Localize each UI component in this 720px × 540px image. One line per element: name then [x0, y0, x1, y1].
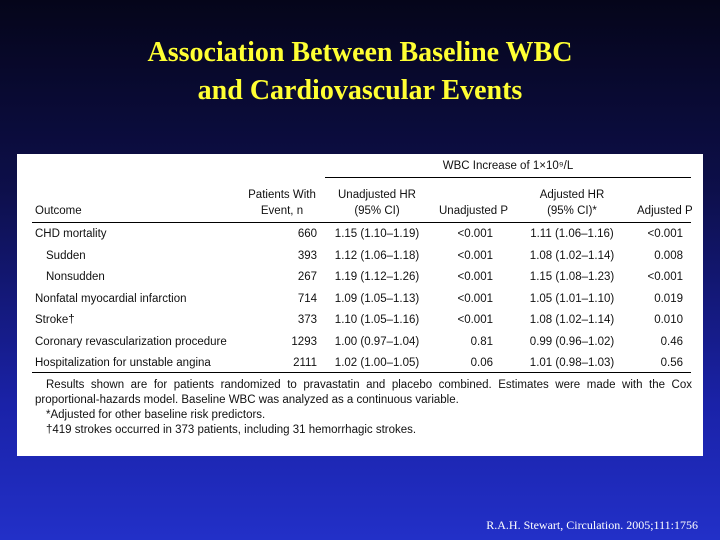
cell-unadjusted-p: <0.001	[457, 314, 493, 326]
cell-patients: 714	[297, 292, 317, 305]
slide-title	[0, 34, 720, 110]
footnote-adjusted: *Adjusted for other baseline risk predictors.	[46, 409, 266, 421]
col-header-adj-p: Adjusted P	[637, 205, 693, 217]
cell-adjusted-hr: 0.99 (0.96–1.02)	[529, 335, 615, 348]
cell-unadjusted-hr: 1.19 (1.12–1.26)	[334, 271, 420, 283]
cell-adjusted-p: 0.56	[660, 357, 683, 369]
cell-outcome: CHD mortality	[35, 228, 107, 240]
citation: R.A.H. Stewart, Circulation. 2005;111:1756	[486, 518, 698, 532]
col-header-adj-hr-1: Adjusted HR	[539, 189, 605, 201]
table-row	[17, 270, 703, 288]
cell-adjusted-hr: 1.08 (1.02–1.14)	[529, 249, 615, 262]
col-header-unadj-hr-1: Unadjusted HR	[338, 189, 416, 201]
col-header-unadj-hr-2: (95% CI)	[354, 205, 400, 217]
col-header-patients-2: Event, n	[260, 205, 304, 217]
cell-unadjusted-p: 0.06	[470, 357, 493, 369]
cell-patients: 2111	[293, 357, 317, 369]
table-row	[17, 292, 703, 310]
cell-unadjusted-hr: 1.00 (0.97–1.04)	[334, 335, 420, 348]
footnote-results: Results shown are for patients randomized to pravastatin and placebo combined. Estimates were made with the Cox	[46, 379, 692, 391]
cell-outcome: Nonsudden	[46, 271, 105, 283]
cell-outcome: Sudden	[46, 249, 86, 262]
cell-unadjusted-hr: 1.12 (1.06–1.18)	[334, 249, 420, 262]
cell-unadjusted-p: <0.001	[457, 228, 493, 240]
cell-adjusted-p: 0.008	[654, 249, 683, 262]
cell-outcome: Stroke†	[35, 314, 75, 326]
col-header-patients-1: Patients With	[248, 189, 316, 201]
cell-patients: 393	[297, 249, 317, 262]
slide-title-line-1: Association Between Baseline WBC	[147, 37, 573, 68]
header-bottom-rule	[32, 222, 691, 223]
cell-adjusted-p: <0.001	[647, 271, 683, 283]
table-panel	[17, 154, 703, 456]
table-row	[17, 313, 703, 331]
cell-patients: 1293	[291, 335, 317, 348]
table-row	[17, 249, 703, 267]
cell-adjusted-p: 0.019	[654, 292, 683, 305]
cell-patients: 373	[297, 314, 317, 326]
table-row	[17, 356, 703, 374]
col-header-outcome: Outcome	[35, 205, 82, 217]
footnote-strokes: †419 strokes occurred in 373 patients, including 31 hemorrhagic strokes.	[46, 424, 417, 436]
table-row	[17, 335, 703, 353]
col-header-adj-hr-2: (95% CI)*	[547, 205, 597, 217]
cell-adjusted-p: 0.46	[660, 335, 683, 348]
cell-adjusted-hr: 1.11 (1.06–1.16)	[530, 228, 614, 240]
cell-adjusted-hr: 1.15 (1.08–1.23)	[529, 271, 615, 283]
cell-adjusted-p: 0.010	[654, 314, 683, 326]
cell-adjusted-p: <0.001	[647, 228, 683, 240]
cell-unadjusted-hr: 1.09 (1.05–1.13)	[334, 292, 420, 305]
cell-adjusted-hr: 1.05 (1.01–1.10)	[529, 292, 615, 305]
cell-adjusted-hr: 1.08 (1.02–1.14)	[529, 314, 615, 326]
footnote-model: proportional-hazards model. Baseline WBC was analyzed as a continuous variable.	[35, 394, 459, 406]
col-header-unadj-p: Unadjusted P	[439, 205, 509, 217]
cell-outcome: Coronary revascularization procedure	[35, 335, 227, 348]
table-row	[17, 227, 703, 245]
footnotes	[46, 378, 692, 393]
cell-unadjusted-p: <0.001	[457, 271, 493, 283]
cell-unadjusted-hr: 1.15 (1.10–1.19)	[334, 228, 420, 240]
cell-adjusted-hr: 1.01 (0.98–1.03)	[529, 357, 615, 369]
cell-outcome: Nonfatal myocardial infarction	[35, 292, 187, 305]
cell-unadjusted-p: <0.001	[457, 292, 493, 305]
cell-unadjusted-p: 0.81	[470, 335, 493, 348]
cell-unadjusted-hr: 1.10 (1.05–1.16)	[334, 314, 420, 326]
cell-unadjusted-p: <0.001	[457, 249, 493, 262]
cell-patients: 267	[297, 271, 317, 283]
slide-title-line-2: and Cardiovascular Events	[197, 75, 523, 106]
cell-outcome: Hospitalization for unstable angina	[35, 357, 211, 369]
footnotes-continued	[35, 393, 691, 438]
group-header: WBC Increase of 1×10⁹/L	[442, 160, 574, 172]
cell-patients: 660	[297, 228, 317, 240]
cell-unadjusted-hr: 1.02 (1.00–1.05)	[334, 357, 420, 369]
group-header-rule	[325, 177, 691, 178]
